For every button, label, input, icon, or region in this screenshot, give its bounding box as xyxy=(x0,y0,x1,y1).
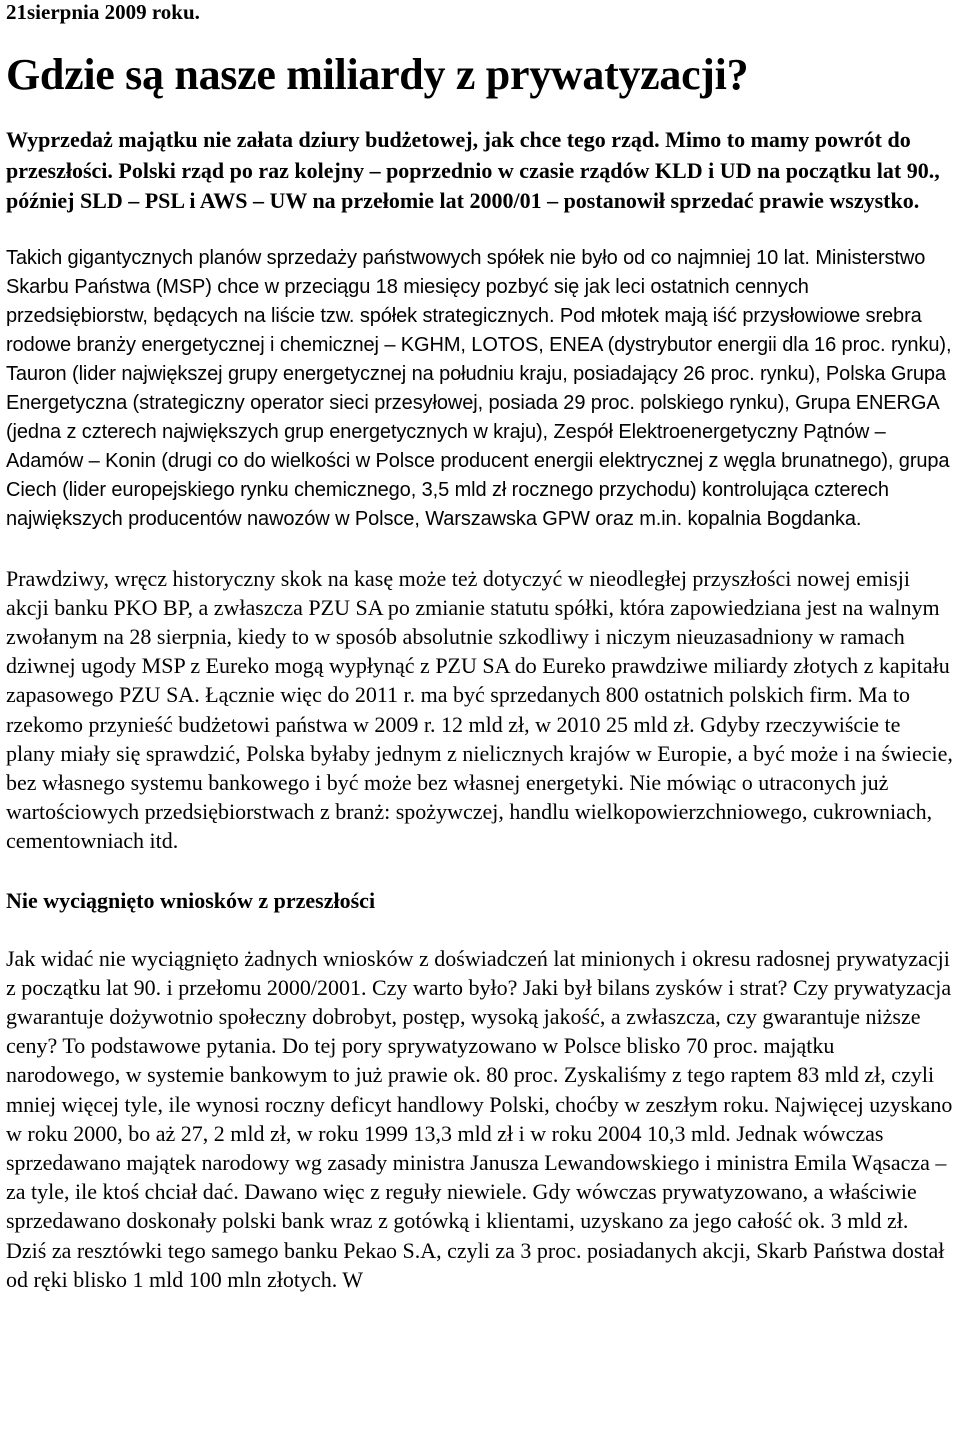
section-heading: Nie wyciągnięto wniosków z przeszłości xyxy=(6,887,376,913)
document-page xyxy=(6,0,954,1294)
paragraph-no-lessons: Jak widać nie wyciągnięto żadnych wniosków z doświadczeń lat minionych i okresu radosnej prywatyzacji z początku lat 90. i przełomu 2000/2001. Czy warto było? Jaki był bilans zysków i strat? Czy prywatyzacja gwarantuje dożywotnio społeczny dobrobyt, postęp, wysoką jakość, a zwłaszcza, czy gwarantuje niższe ceny? To podstawowe pytania. Do tej pory sprywatyzowano w Polsce blisko 70 proc. majątku narodowego, w systemie bankowym to już prawie ok. 80 proc. Zyskaliśmy z tego raptem 83 mld zł, czyli mniej więcej tyle, ile wynosi roczny deficyt handlowy Polski, choćby w zeszłym roku. Najwięcej uzyskano w roku 2000, bo aż 27, 2 mld zł, w roku 1999 13,3 mld zł i w roku 2004 10,3 mld. Jednak wówczas sprzedawano majątek narodowy wg zasady ministra Janusza Lewandowskiego i ministra Emila Wąsacza – za tyle, ile ktoś chciał dać. Dawano więc z reguły niewiele. Gdy wówczas prywatyzowano, a właściwie sprzedawano doskonały polski bank wraz z gotówką i klientami, uzyskano za jego całość ok. 3 mld zł. Dziś za resztówki tego samego banku Pekao S.A, czyli za 3 proc. posiadanych akcji, Skarb Państwa dostał od ręki blisko 1 mld 100 mln złotych. W xyxy=(6,945,953,1292)
article-lead: Wyprzedaż majątku nie załata dziury budżetowej, jak chce tego rząd. Mimo to mamy powrót do przeszłości. Polski rząd po raz kolejny – poprzednio w czasie rządów KLD i UD na początku lat 90., później SLD – PSL i AWS – UW na przełomie lat 2000/01 – postanowił sprzedać prawie wszystko. xyxy=(6,127,940,213)
paragraph-privatization-plans: Takich gigantycznych planów sprzedaży państwowych spółek nie było od co najmniej 10 lat. Ministerstwo Skarbu Państwa (MSP) chce w przeciągu 18 miesięcy pozbyć się jak leci ostatnich cennych przedsiębiorstw, będących na liście tzw. spółek strategicznych. Pod młotek mają iść przysłowiowe srebra rodowe branży energetycznej i chemicznej – KGHM, LOTOS, ENEA (dystrybutor energii dla 16 proc. rynku), Tauron (lider największej grupy energetycznej na południu kraju, posiadający 26 proc. rynku), Polska Grupa Energetyczna (strategiczny operator sieci przesyłowej, posiada 29 proc. polskiego rynku), Grupa ENERGA (jedna z czterech największych grup energetycznych w kraju), Zespół Elektroenergetyczny Pątnów – Adamów – Konin (drugi co do wielkości w Polsce producent energii elektrycznej z węgla brunatnego), grupa Ciech (lider europejskiego rynku chemicznego, 3,5 mld zł rocznego przychodu) kontrolująca czterech największych producentów nawozów w Polsce, Warszawska GPW oraz m.in. kopalnia Bogdanka. xyxy=(6,246,952,530)
document-date: 21sierpnia 2009 roku. xyxy=(6,0,200,24)
paragraph-historic-cash-grab: Prawdziwy, wręcz historyczny skok na kasę może też dotyczyć w nieodległej przyszłości nowej emisji akcji banku PKO BP, a zwłaszcza PZU SA po zmianie statutu spółki, która zapowiedziana jest na walnym zwołanym na 28 sierpnia, kiedy to w sposób absolutnie szkodliwy i niczym nieuzasadniony w ramach dziwnej ugody MSP z Eureko mogą wypłynąć z PZU SA do Eureko prawdziwe miliardy złotych z kapitału zapasowego PZU SA. Łącznie więc do 2011 r. ma być sprzedanych 800 ostatnich polskich firm. Ma to rzekomo przynieść budżetowi państwa w 2009 r. 12 mld zł, w 2010 25 mld zł. Gdyby rzeczywiście te plany miały się sprawdzić, Polska byłaby jednym z nielicznych krajów w Europie, a być może i na świecie, bez własnego systemu bankowego i być może bez własnej energetyki. Nie mówiąc o utraconych już wartościowych przedsiębiorstwach z branż: spożywczej, handlu wielkopowierzchniowego, cukrowniach, cementowniach itd. xyxy=(6,565,953,854)
article-title: Gdzie są nasze miliardy z prywatyzacji? xyxy=(6,50,749,99)
